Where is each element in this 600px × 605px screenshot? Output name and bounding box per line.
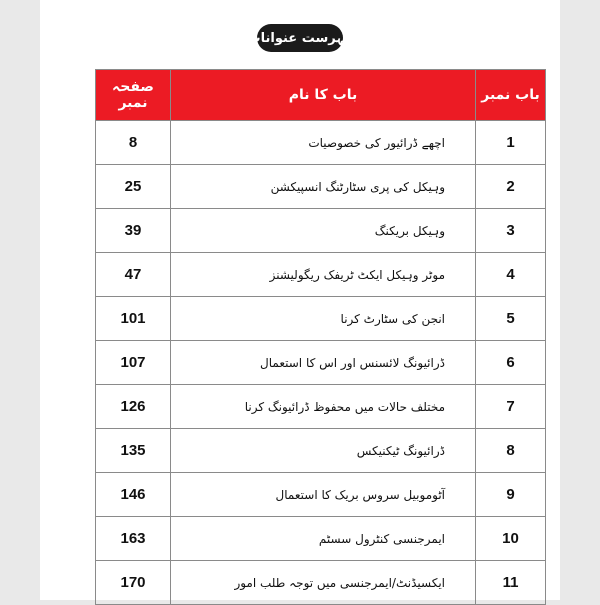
chapter-number: 4 — [476, 253, 546, 297]
table-row — [96, 473, 546, 517]
chapter-name: آٹوموبیل سروس بریک کا استعمال — [171, 473, 476, 517]
chapter-number: 10 — [476, 517, 546, 561]
chapter-number: 5 — [476, 297, 546, 341]
chapter-number: 3 — [476, 209, 546, 253]
page-number: 107 — [96, 341, 171, 385]
page-number: 126 — [96, 385, 171, 429]
chapter-name: ایمرجنسی کنٹرول سسٹم — [171, 517, 476, 561]
chapter-number: 8 — [476, 429, 546, 473]
header-page-number: صفحہ نمبر — [96, 70, 171, 121]
chapter-number: 6 — [476, 341, 546, 385]
chapter-name: موٹر وہیکل ایکٹ ٹریفک ریگولیشنز — [171, 253, 476, 297]
toc-title-badge — [247, 24, 353, 52]
table-row — [96, 385, 546, 429]
chapter-number: 7 — [476, 385, 546, 429]
page-number: 146 — [96, 473, 171, 517]
page-number: 101 — [96, 297, 171, 341]
page-number: 47 — [96, 253, 171, 297]
table-row — [96, 517, 546, 561]
toc-table — [95, 69, 546, 605]
chapter-name: وہیکل کی پری سٹارٹنگ انسپیکشن — [171, 165, 476, 209]
toc-header-row — [96, 70, 546, 121]
page-number: 170 — [96, 561, 171, 605]
chapter-number: 1 — [476, 121, 546, 165]
table-row — [96, 297, 546, 341]
page-number: 163 — [96, 517, 171, 561]
toc-title: فہرست عنوانات — [247, 30, 353, 46]
page-number: 39 — [96, 209, 171, 253]
chapter-name: وہیکل بریکنگ — [171, 209, 476, 253]
chapter-name: ڈرائیونگ لائسنس اور اس کا استعمال — [171, 341, 476, 385]
table-row — [96, 165, 546, 209]
table-row — [96, 561, 546, 605]
chapter-name: اچھے ڈرائیور کی خصوصیات — [171, 121, 476, 165]
chapter-name: ایکسیڈنٹ/ایمرجنسی میں توجہ طلب امور — [171, 561, 476, 605]
table-row — [96, 341, 546, 385]
chapter-name: مختلف حالات میں محفوظ ڈرائیونگ کرنا — [171, 385, 476, 429]
header-chapter-number: باب نمبر — [476, 70, 546, 121]
table-row — [96, 253, 546, 297]
page-number: 135 — [96, 429, 171, 473]
chapter-name: انجن کی سٹارٹ کرنا — [171, 297, 476, 341]
chapter-name: ڈرائیونگ ٹیکنیکس — [171, 429, 476, 473]
page-number: 25 — [96, 165, 171, 209]
header-chapter-name: باب کا نام — [171, 70, 476, 121]
chapter-number: 11 — [476, 561, 546, 605]
chapter-number: 2 — [476, 165, 546, 209]
document-page — [40, 0, 560, 600]
page-number: 8 — [96, 121, 171, 165]
table-row — [96, 121, 546, 165]
chapter-number: 9 — [476, 473, 546, 517]
table-row — [96, 429, 546, 473]
table-row — [96, 209, 546, 253]
